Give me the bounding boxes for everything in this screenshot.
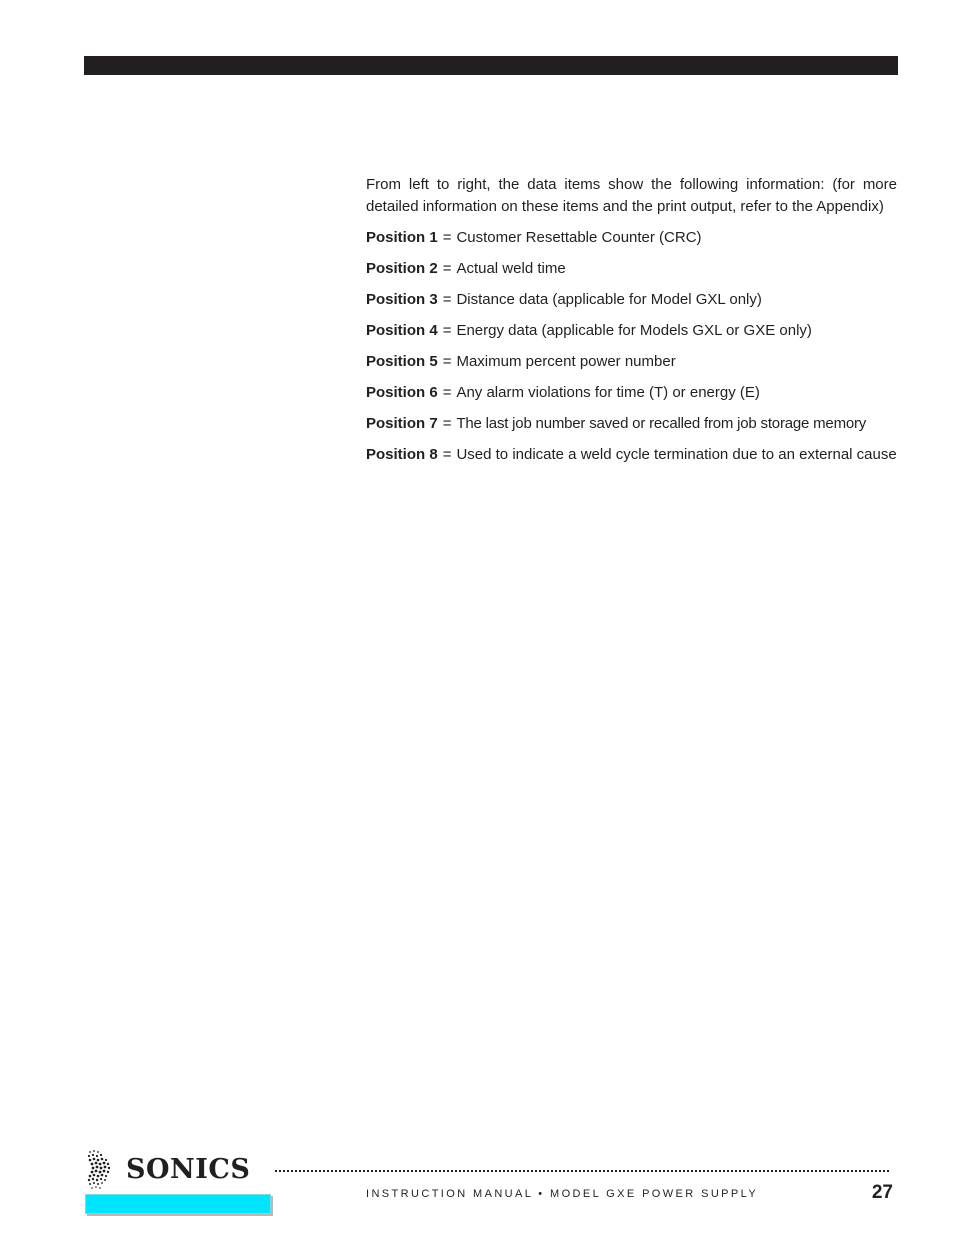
position-row	[366, 351, 897, 373]
equals-sign: =	[442, 229, 452, 246]
position-label: Position 5	[366, 353, 438, 370]
position-label: Position 6	[366, 384, 438, 401]
position-row	[366, 382, 897, 404]
equals-sign: =	[442, 353, 452, 370]
position-label: Position 8	[366, 446, 438, 463]
position-row	[366, 320, 897, 342]
intro-paragraph: From left to right, the data items show the following information: (for more detailed information on these items and the print output, refer to the Appendix)	[366, 176, 897, 215]
position-description: Used to indicate a weld cycle termination due to an external cause	[456, 446, 897, 463]
position-description: Any alarm violations for time (T) or energy (E)	[456, 384, 760, 401]
position-row	[366, 413, 897, 435]
page-number: 27	[871, 1182, 893, 1203]
logo-accent-bar	[85, 1194, 271, 1214]
position-description: Energy data (applicable for Models GXL or GXE only)	[456, 322, 812, 339]
equals-sign: =	[442, 446, 452, 463]
position-description: Customer Resettable Counter (CRC)	[456, 229, 702, 246]
position-label: Position 7	[366, 415, 438, 432]
position-row	[366, 289, 897, 311]
position-label: Position 2	[366, 260, 438, 277]
position-row	[366, 444, 897, 466]
footer-caption: INSTRUCTION MANUAL • MODEL GXE POWER SUPPLY	[366, 1188, 759, 1200]
position-description: The last job number saved or recalled from job storage memory	[456, 415, 867, 432]
position-description: Maximum percent power number	[456, 353, 676, 370]
position-row	[366, 258, 897, 280]
main-content	[366, 174, 897, 475]
sonics-logo	[84, 1148, 274, 1218]
equals-sign: =	[442, 291, 452, 308]
equals-sign: =	[442, 322, 452, 339]
logo-wordmark: SONICS	[126, 1154, 251, 1185]
header-bar	[84, 56, 898, 75]
equals-sign: =	[442, 260, 452, 277]
position-row	[366, 227, 897, 249]
position-description: Actual weld time	[456, 260, 566, 277]
equals-sign: =	[442, 415, 452, 432]
position-label: Position 4	[366, 322, 438, 339]
logo-wave-icon	[84, 1148, 124, 1192]
position-description: Distance data (applicable for Model GXL only)	[456, 291, 762, 308]
footer-dotted-rule	[275, 1170, 889, 1172]
position-label: Position 3	[366, 291, 438, 308]
position-label: Position 1	[366, 229, 438, 246]
equals-sign: =	[442, 384, 452, 401]
